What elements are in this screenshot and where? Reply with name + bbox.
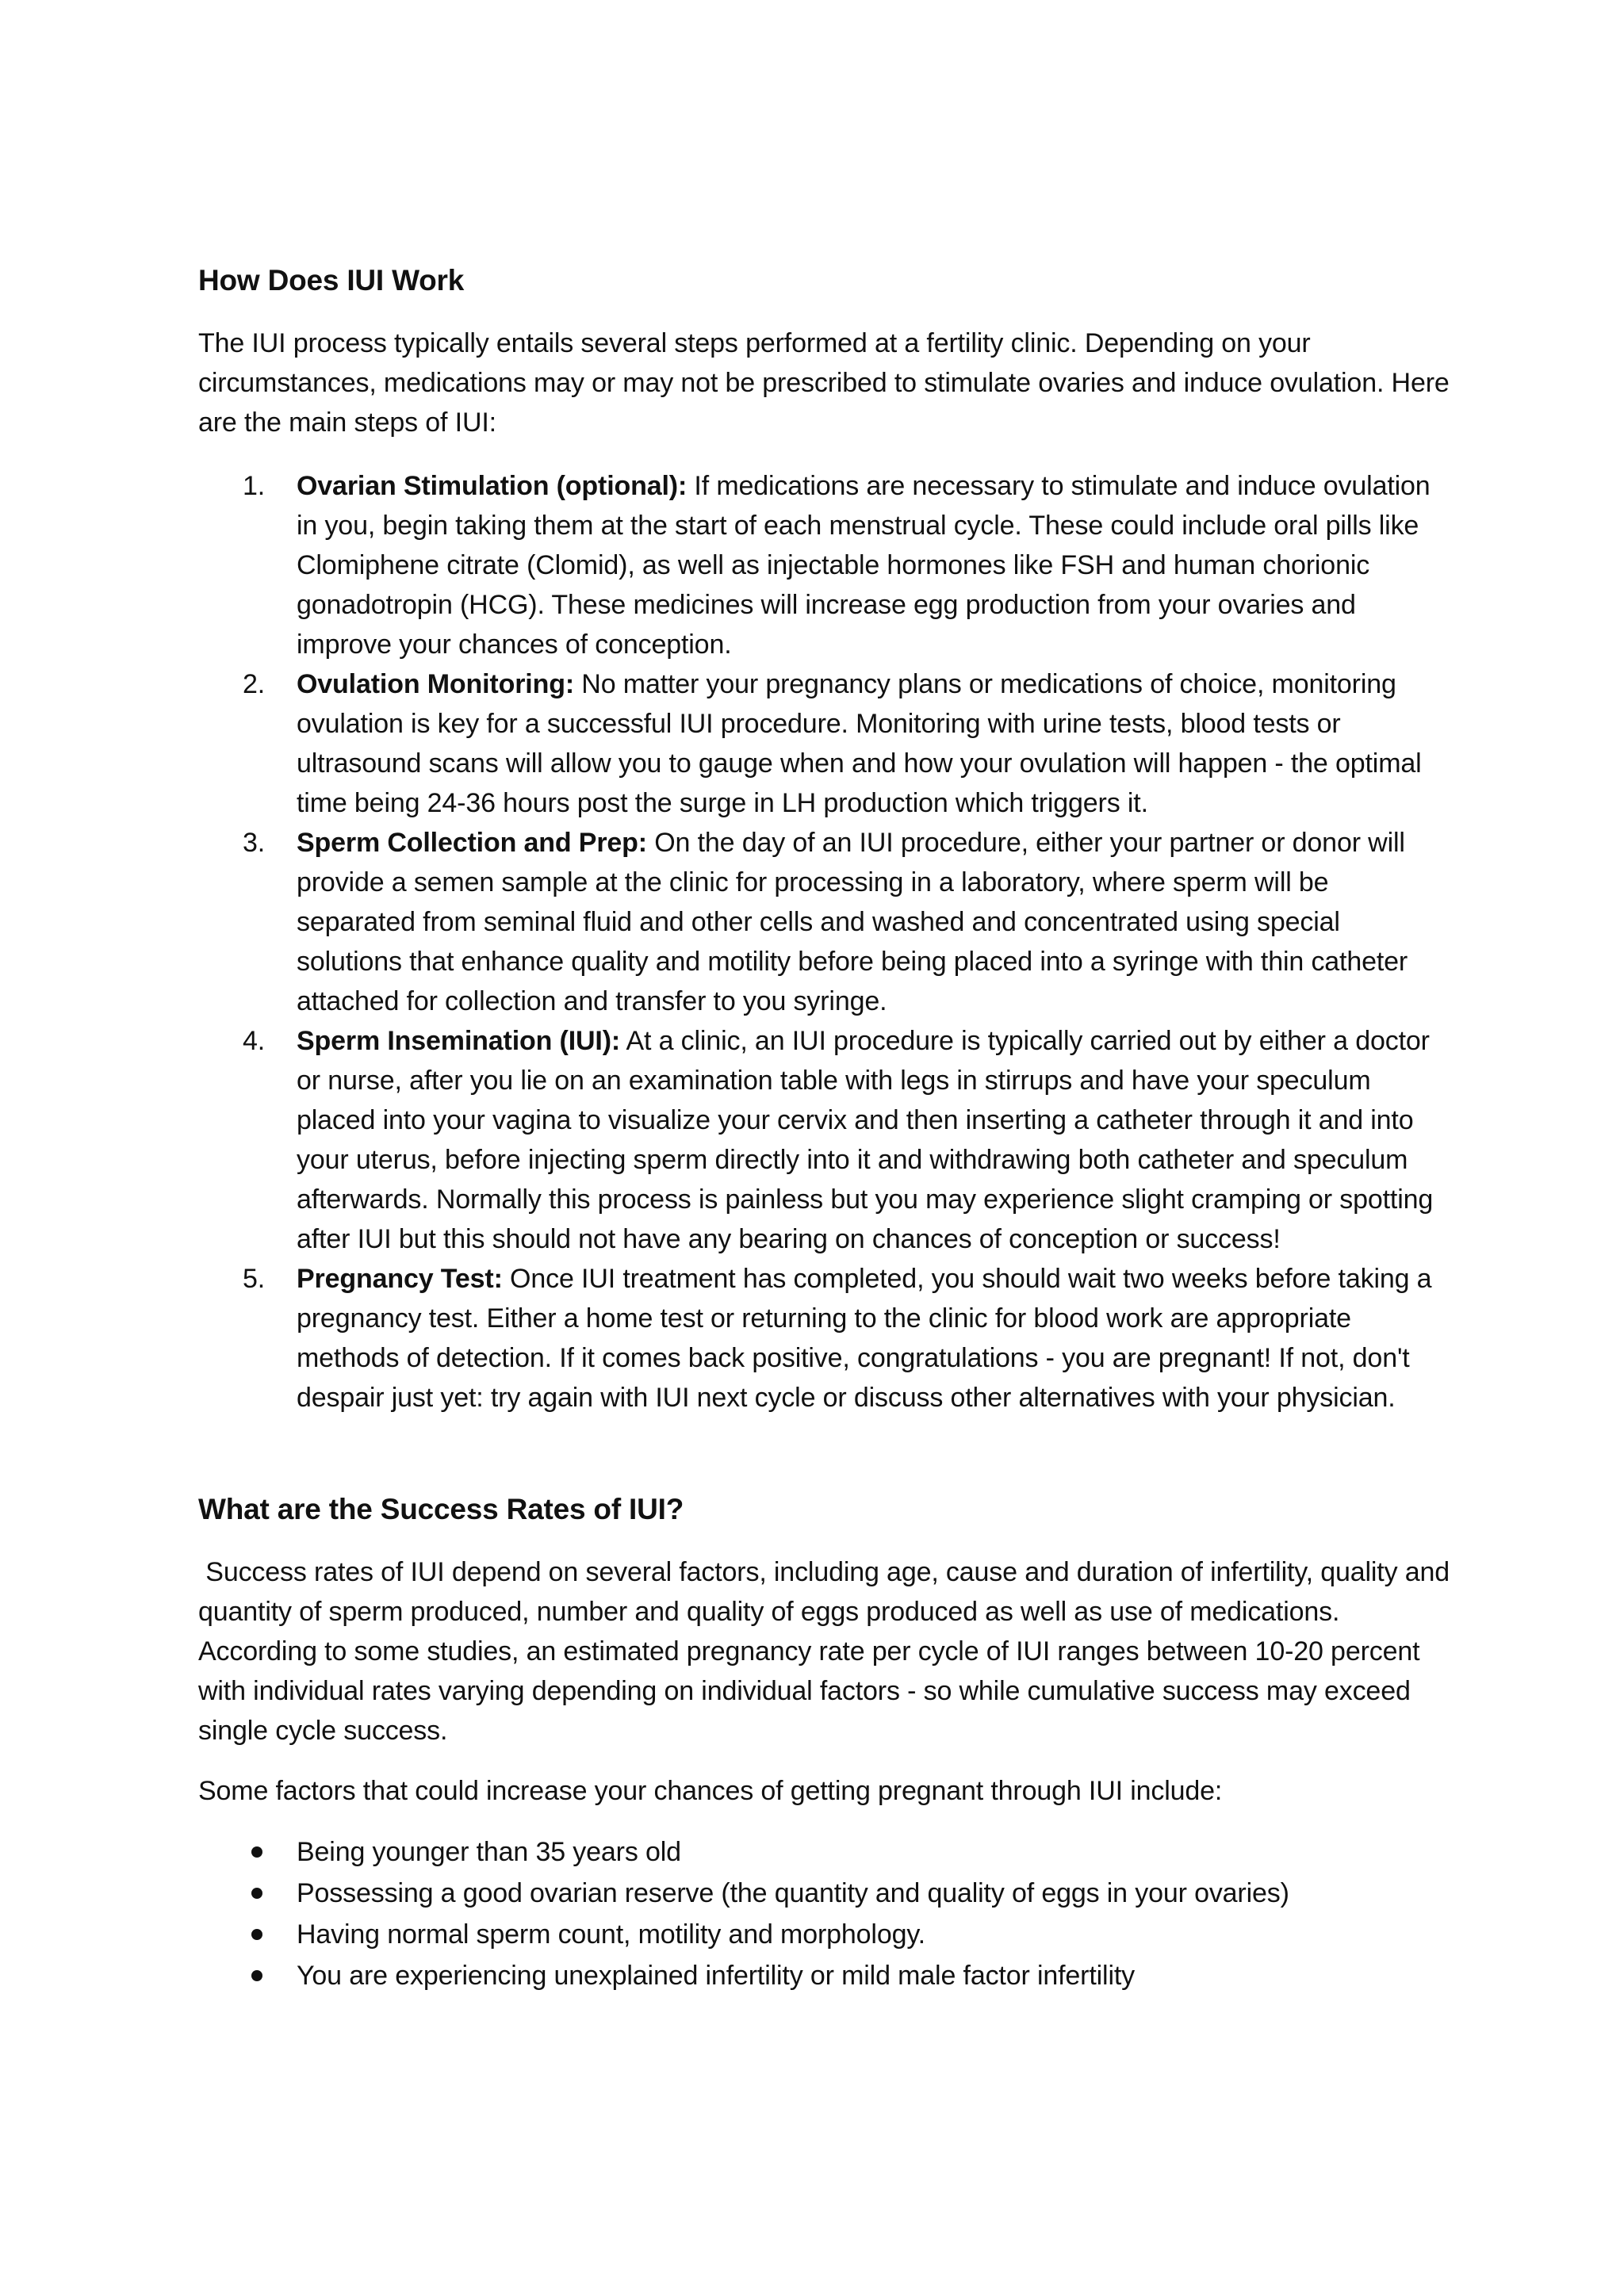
step-title: Sperm Collection and Prep: bbox=[297, 828, 647, 858]
list-item bbox=[198, 823, 1451, 1021]
step-title: Sperm Insemination (IUI): bbox=[297, 1026, 621, 1056]
bullet-icon bbox=[251, 1846, 262, 1858]
factor-text: Being younger than 35 years old bbox=[297, 1837, 681, 1867]
step-title: Ovulation Monitoring: bbox=[297, 669, 575, 699]
step-number: 4. bbox=[243, 1026, 266, 1056]
step-number: 2. bbox=[243, 669, 266, 699]
list-item bbox=[198, 1914, 1451, 1955]
factors-list bbox=[198, 1831, 1451, 1996]
step-number: 3. bbox=[243, 828, 266, 858]
section-heading-how-iui-works: How Does IUI Work bbox=[198, 264, 465, 297]
steps-list bbox=[198, 466, 1451, 1418]
step-number: 5. bbox=[243, 1264, 266, 1294]
step-text: On the day of an IUI procedure, either your partner or donor will provide a semen sample at the clinic for processing in a laboratory, where sperm will be separated from seminal fluid and other cells and washed and concentrated using special solutions that enhance quality and motility before being placed into a syringe with thin catheter attached for collection and transfer to you syringe. bbox=[297, 828, 1408, 1016]
step-text: Once IUI treatment has completed, you should wait two weeks before taking a pregnancy test. Either a home test or returning to the clinic for blood work are appropriate methods of detection. If it comes back positive, congratulations - you are pregnant! If not, don't despair just yet: try again with IUI next cycle or discuss other alternatives with your physician. bbox=[297, 1264, 1432, 1413]
section-heading-success-rates: What are the Success Rates of IUI? bbox=[198, 1493, 684, 1525]
list-item bbox=[198, 1021, 1451, 1259]
intro-paragraph: The IUI process typically entails several steps performed at a fertility clinic. Depending on your circumstances, medications may or may not be prescribed to stimulate ovaries and induce ovulation. Here are the main steps of IUI: bbox=[198, 328, 1450, 438]
step-text: At a clinic, an IUI procedure is typically carried out by either a doctor or nurse, after you lie on an examination table with legs in stirrups and have your speculum placed into your vagina to visualize your cervix and then inserting a catheter through it and into your uterus, before injecting sperm directly into it and withdrawing both catheter and speculum afterwards. Normally this process is painless but you may experience slight cramping or spotting after IUI but this should not have any bearing on chances of conception or success! bbox=[297, 1026, 1434, 1254]
list-item bbox=[198, 664, 1451, 823]
bullet-icon bbox=[251, 1970, 262, 1981]
step-title: Pregnancy Test: bbox=[297, 1264, 503, 1294]
success-rates-paragraph: Success rates of IUI depend on several factors, including age, cause and duration of infertility, quality and quantity of sperm produced, number and quality of eggs produced as well as use of medications. According to some studies, an estimated pregnancy rate per cycle of IUI ranges between 10-20 percent with individual rates varying depending on individual factors - so while cumulative success may exceed single cycle success. bbox=[198, 1557, 1457, 1746]
bullet-icon bbox=[251, 1929, 262, 1940]
list-item bbox=[198, 1873, 1451, 1914]
factor-text: You are experiencing unexplained infertility or mild male factor infertility bbox=[297, 1961, 1135, 1991]
bullet-icon bbox=[251, 1888, 262, 1899]
list-item bbox=[198, 1831, 1451, 1873]
list-item bbox=[198, 1955, 1451, 1996]
step-text: No matter your pregnancy plans or medications of choice, monitoring ovulation is key for a successful IUI procedure. Monitoring with urine tests, blood tests or ultrasound scans will allow you to gauge when and how your ovulation will happen - the optimal time being 24-36 hours post the surge in LH production which triggers it. bbox=[297, 669, 1422, 818]
step-title: Ovarian Stimulation (optional): bbox=[297, 471, 688, 501]
list-item bbox=[198, 466, 1451, 664]
factors-intro-paragraph: Some factors that could increase your chances of getting pregnant through IUI include: bbox=[198, 1776, 1223, 1806]
step-number: 1. bbox=[243, 471, 266, 501]
document-page bbox=[198, 262, 1457, 1996]
factor-text: Possessing a good ovarian reserve (the quantity and quality of eggs in your ovaries) bbox=[297, 1878, 1289, 1908]
factor-text: Having normal sperm count, motility and morphology. bbox=[297, 1919, 925, 1950]
list-item bbox=[198, 1259, 1451, 1418]
step-text: If medications are necessary to stimulate and induce ovulation in you, begin taking them at the start of each menstrual cycle. These could include oral pills like Clomiphene citrate (Clomid), as well as injectable hormones like FSH and human chorionic gonadotropin (HCG). These medicines will increase egg production from your ovaries and improve your chances of conception. bbox=[297, 471, 1431, 660]
